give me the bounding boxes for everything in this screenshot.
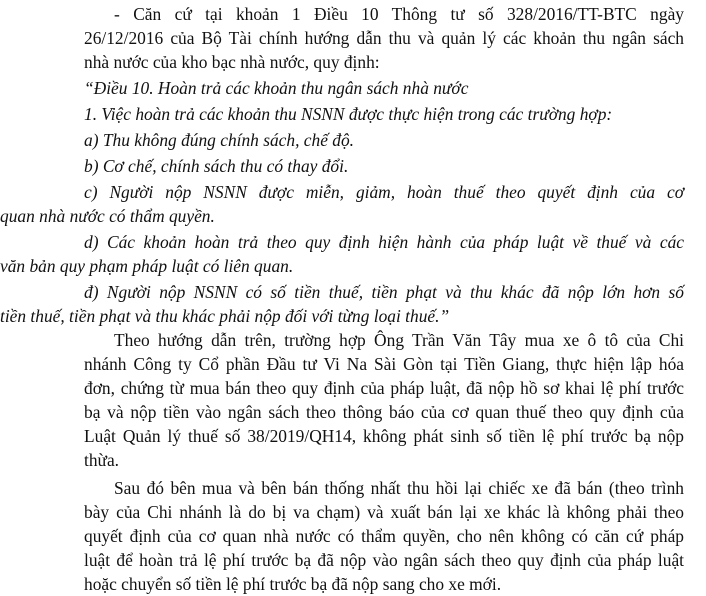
quote-heading: “Điều 10. Hoàn trả các khoản thu ngân sách nhà nước [84, 78, 469, 98]
quote-item-dd: đ) Người nộp NSNN có số tiền thuế, tiền phạt và thu khác đã nộp lớn hơn số [84, 282, 684, 302]
quote-item-a: a) Thu không đúng chính sách, chế độ. [84, 130, 354, 150]
quote-item-b: b) Cơ chế, chính sách thu có thay đổi. [84, 156, 349, 176]
paragraph-line: thừa. [84, 450, 120, 470]
paragraph-line: bạ và nộp tiền vào ngân sách theo thông báo của cơ quan thuế theo quy định của [84, 402, 684, 422]
paragraph-line: Luật Quản lý thuế số 38/2019/QH14, không phát sinh số tiền lệ phí trước bạ nộp [84, 426, 684, 446]
quote-item-dd-cont: tiền thuế, tiền phạt và thu khác phải nộp đối với từng loại thuế.” [0, 306, 450, 326]
quote-item-c-cont: quan nhà nước có thẩm quyền. [0, 206, 215, 226]
paragraph-line: nhánh Công ty Cổ phần Đầu tư Vi Na Sài Gòn tại Tiền Giang, thực hiện lập hóa [84, 354, 684, 374]
paragraph-line: đơn, chứng từ mua bán theo quy định của pháp luật, đã nộp hồ sơ khai lệ phí trước [84, 378, 684, 398]
paragraph-line: 26/12/2016 của Bộ Tài chính hướng dẫn thu và quản lý các khoản thu ngân sách [84, 28, 684, 48]
quote-item-d-cont: văn bản quy phạm pháp luật có liên quan. [0, 256, 294, 276]
quote-item-c: c) Người nộp NSNN được miễn, giảm, hoàn thuế theo quyết định của cơ [84, 182, 684, 202]
quote-item-d: d) Các khoản hoàn trả theo quy định hiện hành của pháp luật về thuế và các [84, 232, 684, 252]
paragraph-line: luật để hoàn trả lệ phí trước bạ đã nộp vào ngân sách theo quy định của pháp luật [84, 550, 684, 570]
quote-line: 1. Việc hoàn trả các khoản thu NSNN được thực hiện trong các trường hợp: [84, 104, 613, 124]
paragraph-line: Theo hướng dẫn trên, trường hợp Ông Trần Văn Tây mua xe ô tô của Chi [114, 330, 684, 350]
paragraph-line: hoặc chuyển số tiền lệ phí trước bạ đã nộp sang cho xe mới. [84, 574, 502, 594]
paragraph-line: Sau đó bên mua và bên bán thống nhất thu hồi lại chiếc xe đã bán (theo trình [114, 478, 684, 498]
paragraph-line: - Căn cứ tại khoản 1 Điều 10 Thông tư số 328/2016/TT-BTC ngày [114, 4, 684, 24]
paragraph-line: quyết định của cơ quan nhà nước có thẩm quyền, cho nên không có căn cứ pháp [84, 526, 684, 546]
paragraph-line: bày của Chi nhánh là do bị va chạm) và xuất bán lại xe khác là không phải theo [84, 502, 684, 522]
paragraph-line: nhà nước của kho bạc nhà nước, quy định: [84, 52, 380, 72]
